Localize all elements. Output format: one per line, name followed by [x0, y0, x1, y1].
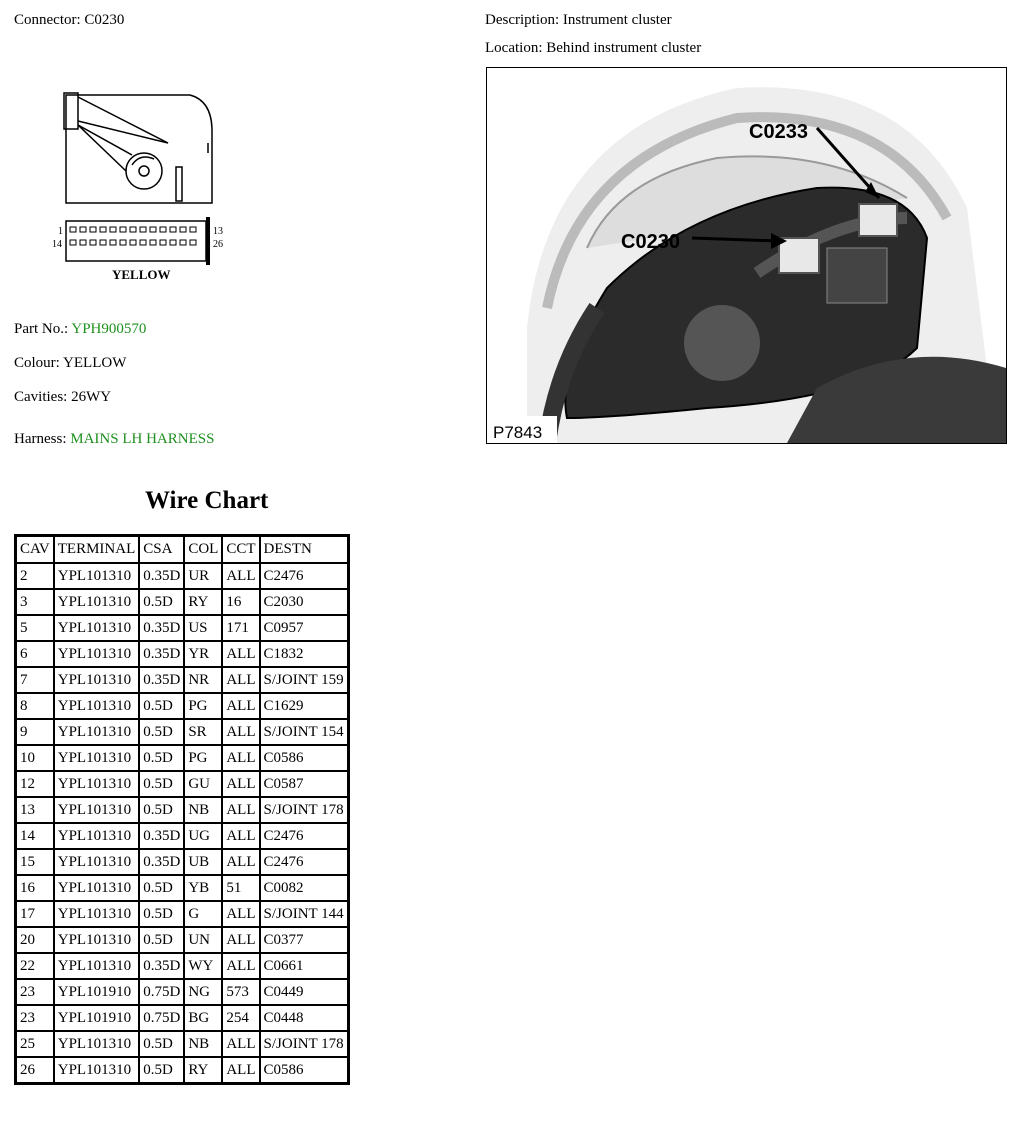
cell-cct: ALL — [222, 901, 259, 927]
cell-cct: ALL — [222, 849, 259, 875]
cell-cct: ALL — [222, 745, 259, 771]
cell-col: WY — [184, 953, 222, 979]
connector-label: Connector: — [14, 12, 81, 28]
header-csa: CSA — [139, 536, 184, 564]
cell-csa: 0.5D — [139, 745, 184, 771]
description-label: Description: — [485, 12, 560, 28]
cell-csa: 0.5D — [139, 1057, 184, 1084]
pin-row-top — [70, 227, 196, 232]
cell-cav: 16 — [16, 875, 54, 901]
table-row — [16, 745, 349, 771]
header-cct: CCT — [222, 536, 259, 564]
cell-cav: 15 — [16, 849, 54, 875]
cell-destn: C0449 — [260, 979, 349, 1005]
cell-terminal: YPL101310 — [54, 797, 140, 823]
cell-col: NB — [184, 1031, 222, 1057]
cell-terminal: YPL101310 — [54, 563, 140, 589]
cell-cav: 17 — [16, 901, 54, 927]
pin-label-1: 1 — [58, 226, 63, 237]
cell-csa: 0.35D — [139, 641, 184, 667]
table-row — [16, 771, 349, 797]
cell-col: G — [184, 901, 222, 927]
cell-terminal: YPL101310 — [54, 1057, 140, 1084]
cell-csa: 0.5D — [139, 927, 184, 953]
cell-destn: S/JOINT 154 — [260, 719, 349, 745]
cell-destn: C2476 — [260, 823, 349, 849]
cell-csa: 0.35D — [139, 953, 184, 979]
cell-csa: 0.75D — [139, 979, 184, 1005]
cell-csa: 0.75D — [139, 1005, 184, 1031]
cell-csa: 0.35D — [139, 849, 184, 875]
location-photo — [486, 67, 1007, 444]
cell-csa: 0.5D — [139, 797, 184, 823]
cell-cav: 3 — [16, 589, 54, 615]
cell-col: UB — [184, 849, 222, 875]
harness-line — [14, 431, 214, 448]
cell-cav: 26 — [16, 1057, 54, 1084]
cell-terminal: YPL101310 — [54, 875, 140, 901]
pin-label-14: 14 — [52, 239, 62, 250]
cell-terminal: YPL101310 — [54, 667, 140, 693]
cell-csa: 0.5D — [139, 693, 184, 719]
cavities-label: Cavities: — [14, 389, 68, 405]
part-number-line — [14, 321, 146, 338]
harness-label: Harness: — [14, 431, 67, 447]
table-row — [16, 901, 349, 927]
cell-csa: 0.5D — [139, 1031, 184, 1057]
table-row — [16, 667, 349, 693]
cell-destn: S/JOINT 144 — [260, 901, 349, 927]
header-cav: CAV — [16, 536, 54, 564]
description-line — [485, 12, 672, 29]
cell-destn: C0586 — [260, 745, 349, 771]
table-row — [16, 875, 349, 901]
cell-csa: 0.35D — [139, 615, 184, 641]
cell-cav: 25 — [16, 1031, 54, 1057]
cell-col: NB — [184, 797, 222, 823]
cell-col: UR — [184, 563, 222, 589]
cell-destn: C1629 — [260, 693, 349, 719]
colour-caption: YELLOW — [112, 267, 171, 282]
wire-chart-body — [16, 563, 349, 1084]
cell-terminal: YPL101310 — [54, 719, 140, 745]
cell-cav: 7 — [16, 667, 54, 693]
cell-terminal: YPL101310 — [54, 745, 140, 771]
cell-col: BG — [184, 1005, 222, 1031]
cell-destn: C1832 — [260, 641, 349, 667]
cell-destn: S/JOINT 178 — [260, 1031, 349, 1057]
cell-col: UN — [184, 927, 222, 953]
cell-terminal: YPL101310 — [54, 771, 140, 797]
callout-c0233: C0233 — [749, 121, 808, 143]
cell-col: PG — [184, 693, 222, 719]
cell-cct: ALL — [222, 667, 259, 693]
cell-destn: C0377 — [260, 927, 349, 953]
cell-csa: 0.35D — [139, 823, 184, 849]
cell-csa: 0.5D — [139, 589, 184, 615]
cell-terminal: YPL101310 — [54, 901, 140, 927]
cell-destn: C2476 — [260, 563, 349, 589]
pin-label-26: 26 — [213, 239, 223, 250]
cell-cct: 254 — [222, 1005, 259, 1031]
cell-col: GU — [184, 771, 222, 797]
location-label: Location: — [485, 40, 543, 56]
connector-value: C0230 — [84, 12, 125, 28]
cell-cct: 573 — [222, 979, 259, 1005]
cell-cav: 13 — [16, 797, 54, 823]
cell-destn: C0082 — [260, 875, 349, 901]
cell-terminal: YPL101310 — [54, 1031, 140, 1057]
cell-cav: 23 — [16, 979, 54, 1005]
cell-destn: S/JOINT 178 — [260, 797, 349, 823]
instrument-cluster-illustration — [487, 68, 1006, 443]
harness-link[interactable]: MAINS LH HARNESS — [70, 431, 215, 447]
cell-cct: ALL — [222, 1057, 259, 1084]
cell-csa: 0.5D — [139, 719, 184, 745]
cell-col: RY — [184, 1057, 222, 1084]
cell-terminal: YPL101310 — [54, 589, 140, 615]
cell-destn: C0587 — [260, 771, 349, 797]
cell-csa: 0.5D — [139, 901, 184, 927]
cell-cct: ALL — [222, 823, 259, 849]
cell-cct: ALL — [222, 927, 259, 953]
cell-destn: C0586 — [260, 1057, 349, 1084]
cell-destn: C0661 — [260, 953, 349, 979]
colour-label: Colour: — [14, 355, 60, 371]
cell-csa: 0.5D — [139, 771, 184, 797]
connector-diagram — [40, 85, 240, 285]
cell-destn: C0957 — [260, 615, 349, 641]
cell-col: NR — [184, 667, 222, 693]
cell-destn: C2030 — [260, 589, 349, 615]
cell-destn: C2476 — [260, 849, 349, 875]
cell-cct: ALL — [222, 771, 259, 797]
header-destn: DESTN — [260, 536, 349, 564]
cell-cav: 9 — [16, 719, 54, 745]
table-row — [16, 1005, 349, 1031]
cell-cav: 8 — [16, 693, 54, 719]
table-row — [16, 953, 349, 979]
description-value: Instrument cluster — [562, 12, 672, 28]
location-value: Behind instrument cluster — [546, 40, 702, 56]
cell-cav: 20 — [16, 927, 54, 953]
cell-col: YR — [184, 641, 222, 667]
cell-cct: ALL — [222, 719, 259, 745]
cell-destn: S/JOINT 159 — [260, 667, 349, 693]
cell-cct: ALL — [222, 693, 259, 719]
colour-line — [14, 355, 126, 372]
cell-cct: ALL — [222, 1031, 259, 1057]
cell-cct: 16 — [222, 589, 259, 615]
header-terminal: TERMINAL — [54, 536, 140, 564]
wire-chart-header-row — [16, 536, 349, 564]
table-row — [16, 589, 349, 615]
cell-cct: ALL — [222, 563, 259, 589]
cell-terminal: YPL101910 — [54, 1005, 140, 1031]
wire-chart-table — [14, 534, 350, 1085]
cell-cct: ALL — [222, 641, 259, 667]
table-row — [16, 1031, 349, 1057]
cavities-value: 26WY — [71, 389, 112, 405]
cell-terminal: YPL101910 — [54, 979, 140, 1005]
cell-terminal: YPL101310 — [54, 693, 140, 719]
cell-cav: 22 — [16, 953, 54, 979]
table-row — [16, 927, 349, 953]
table-row — [16, 693, 349, 719]
callout-c0230: C0230 — [621, 231, 680, 253]
cell-terminal: YPL101310 — [54, 823, 140, 849]
cell-col: NG — [184, 979, 222, 1005]
cell-col: UG — [184, 823, 222, 849]
cell-cav: 6 — [16, 641, 54, 667]
table-row — [16, 719, 349, 745]
cell-cav: 14 — [16, 823, 54, 849]
cell-terminal: YPL101310 — [54, 615, 140, 641]
wire-chart-title: Wire Chart — [145, 487, 269, 514]
cell-cav: 2 — [16, 563, 54, 589]
table-row — [16, 797, 349, 823]
cell-csa: 0.35D — [139, 563, 184, 589]
connector-housing-drawing — [40, 85, 240, 285]
cell-cav: 5 — [16, 615, 54, 641]
connector-line — [14, 12, 124, 29]
table-row — [16, 849, 349, 875]
cell-terminal: YPL101310 — [54, 927, 140, 953]
table-row — [16, 823, 349, 849]
cell-col: PG — [184, 745, 222, 771]
table-row — [16, 615, 349, 641]
location-line — [485, 40, 701, 57]
table-row — [16, 641, 349, 667]
photo-reference: P7843 — [493, 423, 543, 442]
cell-cct: ALL — [222, 797, 259, 823]
pin-label-13: 13 — [213, 226, 223, 237]
header-col: COL — [184, 536, 222, 564]
cell-destn: C0448 — [260, 1005, 349, 1031]
cell-csa: 0.5D — [139, 875, 184, 901]
part-number-link[interactable]: YPH900570 — [71, 321, 147, 337]
table-row — [16, 563, 349, 589]
cell-cct: ALL — [222, 953, 259, 979]
cell-terminal: YPL101310 — [54, 849, 140, 875]
colour-value: YELLOW — [63, 355, 127, 371]
part-number-label: Part No.: — [14, 321, 69, 337]
pin-row-bottom — [70, 240, 196, 245]
cell-col: SR — [184, 719, 222, 745]
table-row — [16, 979, 349, 1005]
cell-terminal: YPL101310 — [54, 953, 140, 979]
cell-col: RY — [184, 589, 222, 615]
cell-csa: 0.35D — [139, 667, 184, 693]
cell-cav: 23 — [16, 1005, 54, 1031]
cell-col: US — [184, 615, 222, 641]
cell-col: YB — [184, 875, 222, 901]
cell-cct: 51 — [222, 875, 259, 901]
cavities-line — [14, 389, 111, 406]
cell-terminal: YPL101310 — [54, 641, 140, 667]
table-row — [16, 1057, 349, 1084]
cell-cav: 10 — [16, 745, 54, 771]
cell-cct: 171 — [222, 615, 259, 641]
cell-cav: 12 — [16, 771, 54, 797]
